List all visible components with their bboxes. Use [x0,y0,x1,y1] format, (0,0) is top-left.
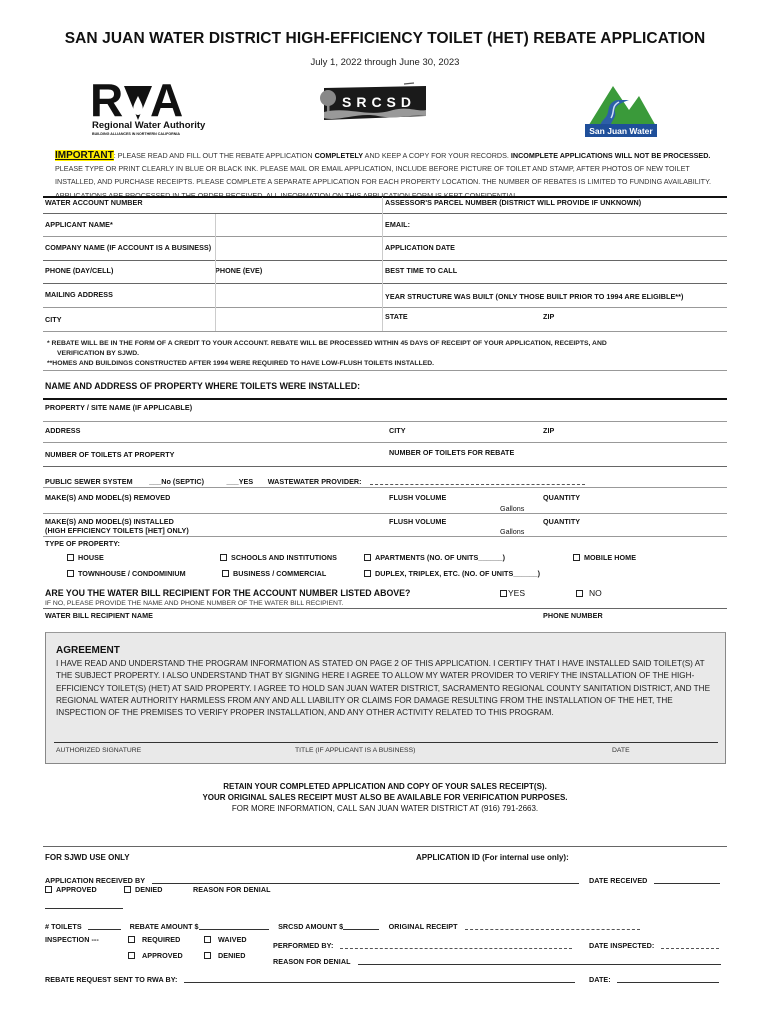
performed-by-input[interactable] [340,941,572,949]
rwa-logo-icon [90,80,210,140]
checkbox-icon[interactable] [128,952,135,959]
srcsd-amount-input[interactable] [343,922,379,930]
recipient-no-option[interactable]: NO [576,588,602,598]
checkbox-icon[interactable] [222,570,229,577]
retain-notice: RETAIN YOUR COMPLETED APPLICATION AND COPY OF YOUR SALES RECEIPT(S). YOUR ORIGINAL SALES RECEIPT MUST ALSO BE AVAILABLE FOR VERIFICATION PURPOSES. FOR MORE INFORMATION, CALL SAN JUAN WATER DISTRICT AT (916) 791-2663. [202,782,568,813]
divider [43,846,727,847]
divider [43,513,727,514]
phone-day-field[interactable]: PHONE (DAY/CELL) [45,266,114,275]
svg-text:SRCSD: SRCSD [342,94,417,110]
wastewater-provider-input[interactable] [370,477,585,485]
divider [43,466,727,467]
phone-eve-field[interactable]: PHONE (EVE) [215,266,263,275]
checkbox-icon[interactable] [220,554,227,561]
divider [43,331,727,332]
reason-for-denial-input[interactable] [45,901,123,909]
email-field[interactable]: EMAIL: [385,220,411,229]
divider [43,236,727,237]
svg-text:Regional Water Authority: Regional Water Authority [92,120,206,131]
flush-volume-removed-field[interactable]: FLUSH VOLUME [389,493,447,502]
column-divider [382,197,383,331]
property-type-duplex[interactable]: DUPLEX, TRIPLEX, ETC. (NO. OF UNITS______) [364,569,540,578]
rwa-date-row: DATE: [589,969,719,987]
divider [43,442,727,443]
rebate-notes: * REBATE WILL BE IN THE FORM OF A CREDIT TO YOUR ACCOUNT. REBATE WILL BE PROCESSED WITHIN 45 DAYS OF RECEIPT OF YOUR APPLICATION, RECEIPTS, AND VERIFICATION BY SJWD. **HOMES AND BUILDINGS CONSTRUCTED AFTER 1994 WERE REQUIRED TO HAVE LOW-FLUSH TOILETS INSTALLED. [47,340,607,367]
quantity-installed-field[interactable]: QUANTITY [543,517,581,526]
divider [43,260,727,261]
rwa-logo [90,80,210,140]
checkbox-icon[interactable] [124,886,131,893]
inspection-waived-option[interactable]: WAIVED [204,935,247,944]
sewer-yes-option[interactable]: ___YES [226,477,254,486]
column-divider [215,214,216,331]
property-zip-field[interactable]: ZIP [543,426,555,435]
sewer-no-septic-option[interactable]: ___No (SEPTIC) [149,477,205,486]
srcsd-logo [318,82,430,122]
date-inspected-row: DATE INSPECTED: [589,935,719,953]
divider [43,370,727,371]
important-notice: IMPORTANT: PLEASE READ AND FILL OUT THE REBATE APPLICATION COMPLETELY AND KEEP A COPY FOR YOUR RECORDS. INCOMPLETE APPLICATIONS WILL NOT BE PROCESSED. PLEASE TYPE OR PRINT CLEARLY IN BLUE OR BLACK INK. PLEASE MAIL OR EMAIL APPLICATION, INCLUDE BEFORE PICTURE OF TOILET AND STAMP, AFTER PHOTOS OF NEW TOILET INSTALLED, AND PURCHASE RECEIPTS. PLEASE COMPLETE A SEPARATE APPLICATION FOR EACH PROPERTY LOCATION. THE NUMBER OF REBATES IS LIMITED TO FUNDING AVAILABILITY. APPLICATIONS ARE PROCESSED IN THE ORDER RECEIVED. ALL INFORMATION ON THIS APPLICATION FORM IS KEPT CONFIDENTIAL. [55,150,711,200]
best-time-to-call-field[interactable]: BEST TIME TO CALL [385,266,458,275]
important-label: IMPORTANT [55,150,114,161]
inspection-label: INSPECTION --- [45,935,99,944]
checkbox-icon[interactable] [67,570,74,577]
svg-text:San Juan Water: San Juan Water [589,126,653,136]
reason-for-denial-label: REASON FOR DENIAL [193,885,271,894]
inspection-reason-row: REASON FOR DENIAL [273,951,721,969]
san-juan-water-logo-icon [583,82,659,138]
agreement-title: AGREEMENT [56,645,120,656]
applicant-name-field[interactable]: APPLICANT NAME* [45,220,113,229]
checkbox-icon[interactable] [67,554,74,561]
sent-to-rwa-row: REBATE REQUEST SENT TO RWA BY: [45,969,575,987]
mailing-address-field[interactable]: MAILING ADDRESS [45,290,113,299]
signature-line[interactable] [54,742,718,743]
recipient-phone-number-field[interactable]: PHONE NUMBER [543,611,603,620]
application-id-field[interactable]: APPLICATION ID (For internal use only): [416,853,569,862]
agreement-box [45,632,726,764]
divider [43,536,727,537]
application-date-field[interactable]: APPLICATION DATE [385,243,456,252]
signature-date-field[interactable]: DATE [612,747,630,754]
property-type-business[interactable]: BUSINESS / COMMERCIAL [222,569,326,578]
office-approved-option[interactable]: APPROVED [45,885,97,894]
inspection-reason-input[interactable] [358,957,721,965]
water-account-number-field[interactable]: WATER ACCOUNT NUMBER [45,198,143,207]
program-dates: July 1, 2022 through June 30, 2023 [310,57,460,68]
type-of-property-label: TYPE OF PROPERTY: [45,539,120,548]
checkbox-icon[interactable] [576,590,583,597]
property-section-heading: NAME AND ADDRESS OF PROPERTY WHERE TOILETS WERE INSTALLED: [45,381,361,391]
divider [43,487,727,488]
sjwd-use-only-heading: FOR SJWD USE ONLY [45,853,130,862]
checkbox-icon[interactable] [364,554,371,561]
date-received-row: DATE RECEIVED [589,870,720,888]
received-by-input[interactable] [152,876,579,884]
company-name-field[interactable]: COMPANY NAME (IF ACCOUNT IS A BUSINESS) [45,243,212,252]
amounts-row: # TOILETS REBATE AMOUNT $ SRCSD AMOUNT $ ORIGINAL RECEIPT [45,916,640,934]
srcsd-logo-icon [318,82,430,122]
divider [43,608,727,609]
property-site-name-field[interactable]: PROPERTY / SITE NAME (IF APPLICABLE) [45,403,193,412]
office-denied-option[interactable]: DENIED [124,885,162,894]
property-city-field[interactable]: CITY [389,426,406,435]
agreement-text: I HAVE READ AND UNDERSTAND THE PROGRAM INFORMATION AS STATED ON PAGE 2 OF THIS APPLICATION. I CERTIFY THAT I HAVE INSTALLED SAID TOILET(S) AT THE SUBJECT PROPERTY. I ALSO UNDERSTAND THAT BY SIGNING HERE I AGREE TO ALLOW MY WATER PROVIDER TO VERIFY THE INSTALLATION OF THE HIGH-EFFICIENCY TOILET(S) (HET) AT SAID PROPERTY. I AGREE TO HOLD SAN JUAN WATER DISTRICT, SACRAMENTO REGIONAL COUNTY SANITATION DISTRICT, AND THE REGIONAL WATER AUTHORITY HARMLESS FROM ANY AND ALL LIABILITY OR CLAIMS FOR DAMAGE RESULTING FROM THE INSTALLATION OF THE HET, THE INSPECTION OF THE PREMISES TO VERIFY PROPER INSTALLATION, AND ANY OTHER ACTIVITY RELATED TO THIS PROGRAM. [56,659,711,718]
divider [43,213,727,214]
gallons-unit: Gallons [500,504,525,513]
svg-text:R: R [90,80,121,126]
date-inspected-input[interactable] [661,941,719,949]
checkbox-icon[interactable] [204,936,211,943]
property-type-townhouse[interactable]: TOWNHOUSE / CONDOMINIUM [67,569,186,578]
san-juan-water-logo [583,82,659,138]
rebate-amount-input[interactable] [199,922,269,930]
divider [43,398,727,400]
rwa-date-input[interactable] [617,975,719,983]
toilets-for-rebate-field[interactable]: NUMBER OF TOILETS FOR REBATE [389,448,515,457]
property-type-house[interactable]: HOUSE [67,553,104,562]
if-no-instructions: IF NO, PLEASE PROVIDE THE NAME AND PHONE NUMBER OF THE WATER BILL RECIPIENT. [45,600,344,607]
make-model-removed-field[interactable]: MAKE(S) AND MODEL(S) REMOVED [45,493,171,502]
assessor-parcel-number-field[interactable]: ASSESSOR'S PARCEL NUMBER (DISTRICT WILL PROVIDE IF UNKNOWN) [385,198,642,207]
property-type-mobile-home[interactable]: MOBILE HOME [573,553,636,562]
checkbox-icon[interactable] [573,554,580,561]
year-built-field[interactable]: YEAR STRUCTURE WAS BUILT (ONLY THOSE BUILT PRIOR TO 1994 ARE ELIGIBLE**) [385,292,684,301]
checkbox-icon[interactable] [45,886,52,893]
sewer-system-row: PUBLIC SEWER SYSTEM ___No (SEPTIC) ___YES WASTEWATER PROVIDER: [45,471,585,489]
property-address-field[interactable]: ADDRESS [45,426,81,435]
divider [43,421,727,422]
number-of-toilets-field[interactable]: NUMBER OF TOILETS AT PROPERTY [45,450,175,459]
inspection-denied-option[interactable]: DENIED [204,951,245,960]
form-title: SAN JUAN WATER DISTRICT HIGH-EFFICIENCY TOILET (HET) REBATE APPLICATION [64,30,706,47]
performed-by-row: PERFORMED BY: [273,935,572,953]
authorized-signature-field[interactable]: AUTHORIZED SIGNATURE [56,747,142,754]
toilets-count-input[interactable] [88,922,121,930]
svg-text:BUILDING ALLIANCES IN NORTHERN: BUILDING ALLIANCES IN NORTHERN CALIFORNIA [92,132,180,136]
sent-to-rwa-input[interactable] [184,975,575,983]
checkbox-icon[interactable] [128,936,135,943]
inspection-required-option[interactable]: REQUIRED [128,935,180,944]
checkbox-icon[interactable] [204,952,211,959]
property-type-apartments[interactable]: APARTMENTS (NO. OF UNITS______) [364,553,505,562]
water-bill-recipient-name-field[interactable]: WATER BILL RECIPIENT NAME [45,611,153,620]
svg-text:A: A [150,80,184,126]
received-by-row: APPLICATION RECEIVED BY [45,870,579,888]
water-bill-recipient-question: ARE YOU THE WATER BILL RECIPIENT FOR THE ACCOUNT NUMBER LISTED ABOVE? [45,588,411,598]
recipient-yes-option[interactable]: YES [500,588,525,598]
city-field[interactable]: CITY [45,315,62,324]
divider [43,283,727,284]
quantity-removed-field[interactable]: QUANTITY [543,493,581,502]
divider [43,307,727,308]
signer-title-field[interactable]: TITLE (IF APPLICANT IS A BUSINESS) [295,747,416,754]
original-receipt-input[interactable] [465,922,640,930]
gallons-unit: Gallons [500,527,525,536]
inspection-approved-option[interactable]: APPROVED [128,951,183,960]
state-field[interactable]: STATE [385,312,408,321]
checkbox-icon[interactable] [500,590,507,597]
date-received-input[interactable] [654,876,720,884]
make-model-installed-field[interactable]: MAKE(S) AND MODEL(S) INSTALLED (HIGH EFFICIENCY TOILETS [HET] ONLY) [45,517,189,535]
property-type-schools[interactable]: SCHOOLS AND INSTITUTIONS [220,553,337,562]
zip-field[interactable]: ZIP [543,312,555,321]
checkbox-icon[interactable] [364,570,371,577]
flush-volume-installed-field[interactable]: FLUSH VOLUME [389,517,447,526]
